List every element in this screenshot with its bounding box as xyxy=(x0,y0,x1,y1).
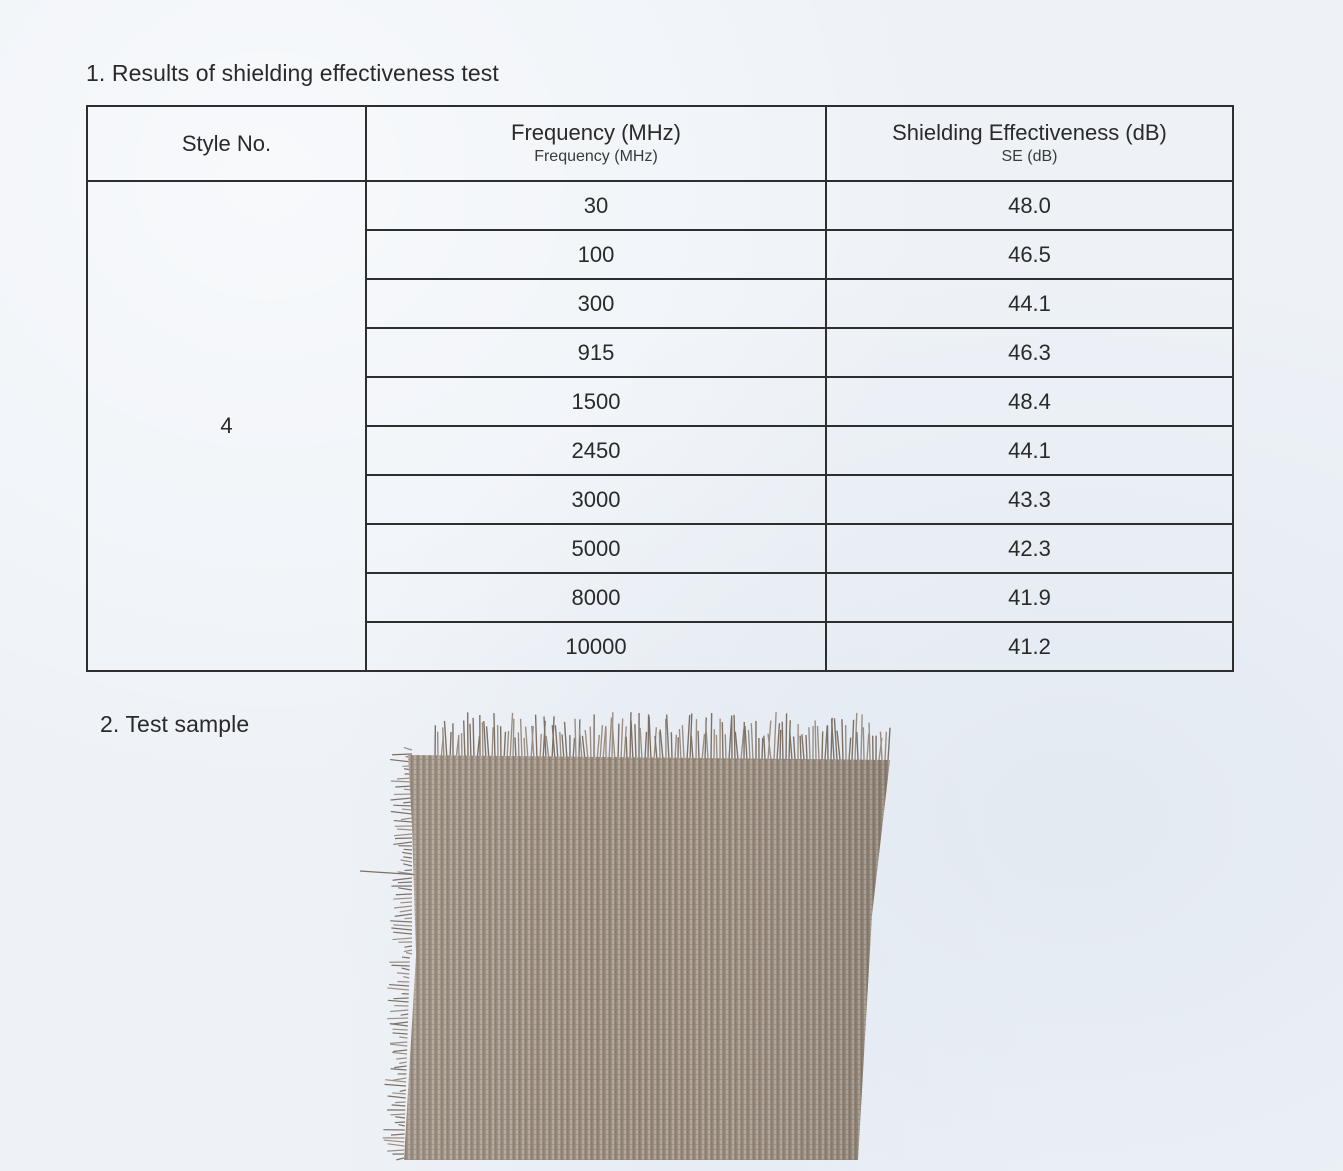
fabric-sample-drawing xyxy=(360,705,900,1171)
frequency-cell: 30 xyxy=(366,181,826,230)
fringe-thread xyxy=(751,723,753,760)
fringe-thread xyxy=(393,1050,407,1051)
fringe-thread xyxy=(600,725,602,760)
frequency-cell: 100 xyxy=(366,230,826,279)
frequency-cell: 915 xyxy=(366,328,826,377)
fringe-thread xyxy=(722,722,723,760)
fringe-thread xyxy=(682,725,684,760)
fringe-thread xyxy=(852,720,854,760)
fringe-thread xyxy=(400,902,412,903)
fringe-thread xyxy=(573,738,575,760)
fringe-thread xyxy=(401,860,412,862)
fringe-thread xyxy=(649,716,651,760)
fringe-thread xyxy=(390,1024,408,1026)
header-se-label: Shielding Effectiveness (dB) xyxy=(892,120,1167,145)
fringe-thread xyxy=(494,713,495,760)
fringe-thread xyxy=(487,726,489,760)
fringe-thread xyxy=(400,1090,406,1091)
stray-thread xyxy=(360,871,420,875)
fringe-thread xyxy=(702,734,705,760)
fringe-thread xyxy=(398,882,412,883)
fringe-thread xyxy=(863,727,864,760)
fringe-thread xyxy=(631,720,633,760)
fringe-thread xyxy=(888,728,890,760)
fringe-thread xyxy=(513,719,514,760)
fringe-thread xyxy=(394,1066,406,1068)
fringe-thread xyxy=(582,736,585,760)
fringe-thread xyxy=(393,878,412,880)
fringe-thread xyxy=(764,736,765,760)
fringe-thread xyxy=(822,731,823,760)
frequency-cell: 1500 xyxy=(366,377,826,426)
fringe-thread xyxy=(648,714,649,760)
fringe-thread xyxy=(388,1096,406,1098)
fringe-thread xyxy=(687,715,690,760)
fringe-thread xyxy=(396,1158,404,1160)
table-row xyxy=(87,181,1233,230)
fringe-thread xyxy=(861,714,862,760)
fringe-thread xyxy=(786,713,787,760)
fringe-thread xyxy=(536,715,537,760)
frequency-cell: 10000 xyxy=(366,622,826,671)
fringe-thread xyxy=(635,724,636,760)
fringe-thread xyxy=(396,1058,407,1059)
fringe-thread xyxy=(818,726,819,760)
fringe-thread xyxy=(398,888,412,890)
se-cell: 44.1 xyxy=(826,426,1233,475)
fringe-thread xyxy=(390,921,412,922)
header-style-no xyxy=(87,106,366,181)
fringe-thread xyxy=(597,735,599,760)
fringe-thread xyxy=(794,737,795,760)
fringe-thread xyxy=(464,721,465,760)
fringe-thread xyxy=(716,735,717,760)
fringe-thread xyxy=(392,938,412,940)
fringe-thread xyxy=(402,852,412,854)
fringe-thread xyxy=(618,724,619,760)
fringe-thread xyxy=(404,918,412,919)
fringe-thread xyxy=(401,1014,409,1015)
fringe-thread xyxy=(391,798,412,800)
fringe-thread xyxy=(391,965,409,966)
fringe-thread xyxy=(394,821,412,822)
fringe-thread xyxy=(510,713,513,760)
se-cell: 48.4 xyxy=(826,377,1233,426)
fringe-thread xyxy=(393,842,412,844)
fringe-thread xyxy=(734,715,735,760)
fringe-thread xyxy=(645,732,646,760)
fringe-thread xyxy=(392,754,412,755)
fringe-thread xyxy=(540,734,541,760)
fringe-thread xyxy=(387,1150,404,1151)
fringe-thread xyxy=(555,725,558,760)
fringe-thread xyxy=(777,723,779,760)
fringe-thread xyxy=(867,734,869,760)
section-title-results: 1. Results of shielding effectiveness test xyxy=(86,60,499,86)
fringe-thread xyxy=(834,718,837,760)
se-cell: 48.0 xyxy=(826,181,1233,230)
fringe-thread xyxy=(397,973,409,974)
fringe-thread xyxy=(885,732,886,760)
se-cell: 41.9 xyxy=(826,573,1233,622)
fringe-thread xyxy=(402,957,410,958)
fringe-thread xyxy=(393,932,412,934)
fringe-thread xyxy=(565,722,567,760)
fringe-thread xyxy=(546,736,549,760)
fringe-thread xyxy=(395,914,412,916)
fringe-thread xyxy=(392,1105,406,1106)
fringe-thread xyxy=(393,1078,407,1080)
fringe-thread xyxy=(393,1033,408,1034)
fringe-thread xyxy=(399,1062,407,1063)
fringe-thread xyxy=(384,1140,405,1142)
fringe-thread xyxy=(401,818,412,820)
se-cell: 46.5 xyxy=(826,230,1233,279)
fringe-thread xyxy=(691,736,693,760)
fringe-thread xyxy=(526,727,528,760)
fringe-thread xyxy=(518,732,519,760)
fringe-thread xyxy=(621,718,623,760)
fringe-thread xyxy=(404,950,412,952)
fringe-thread xyxy=(397,829,412,830)
fringe-thread xyxy=(392,1093,406,1094)
frequency-cell: 300 xyxy=(366,279,826,328)
fringe-thread xyxy=(391,1134,405,1135)
se-cell: 46.3 xyxy=(826,328,1233,377)
fringe-thread xyxy=(590,727,591,760)
fringe-thread xyxy=(748,730,750,760)
fringe-thread xyxy=(735,732,738,760)
fringe-thread xyxy=(800,736,801,760)
fringe-thread xyxy=(391,812,412,814)
fringe-thread xyxy=(837,731,840,760)
fringe-thread xyxy=(402,968,410,970)
fringe-thread xyxy=(482,722,483,760)
fringe-thread xyxy=(443,727,444,760)
fringe-thread xyxy=(675,735,676,760)
fringe-thread xyxy=(762,738,763,760)
fringe-thread xyxy=(473,718,474,760)
fringe-thread xyxy=(390,1010,408,1011)
fabric-sample-image xyxy=(360,705,900,1171)
fringe-thread xyxy=(395,1117,405,1118)
fringe-thread xyxy=(392,1052,407,1054)
fringe-thread xyxy=(390,1044,407,1046)
frequency-cell: 5000 xyxy=(366,524,826,573)
fringe-thread xyxy=(392,1029,407,1030)
fringe-thread xyxy=(390,1042,407,1043)
fringe-thread xyxy=(396,894,412,895)
fringe-thread xyxy=(630,712,631,760)
fringe-thread xyxy=(507,731,509,760)
fringe-thread xyxy=(780,730,781,760)
fringe-thread xyxy=(394,906,412,908)
fringe-thread xyxy=(404,946,412,947)
fringe-thread xyxy=(575,719,576,760)
fringe-thread xyxy=(626,737,627,760)
fringe-thread xyxy=(745,726,747,760)
fringe-thread xyxy=(815,721,816,760)
se-cell: 44.1 xyxy=(826,279,1233,328)
fringe-thread xyxy=(562,734,564,760)
fringe-thread xyxy=(484,721,486,760)
frequency-cell: 8000 xyxy=(366,573,826,622)
header-frequency-label: Frequency (MHz) xyxy=(511,120,681,145)
fringe-thread xyxy=(802,734,804,760)
fringe-thread xyxy=(470,724,471,760)
header-frequency-sublabel: Frequency (MHz) xyxy=(534,148,658,165)
table-header-row xyxy=(87,106,1233,181)
fringe-thread xyxy=(667,715,669,760)
fringe-thread xyxy=(609,718,611,760)
fringe-thread xyxy=(806,735,807,760)
fringe-thread xyxy=(391,781,412,782)
fringe-thread xyxy=(384,1084,406,1086)
fringe-thread xyxy=(406,953,412,954)
fringe-thread xyxy=(869,723,870,760)
fringe-thread xyxy=(391,1069,407,1070)
se-cell: 42.3 xyxy=(826,524,1233,573)
frequency-cell: 3000 xyxy=(366,475,826,524)
fringe-thread xyxy=(671,732,672,760)
fringe-thread xyxy=(504,732,505,760)
header-frequency xyxy=(366,106,826,181)
fringe-thread xyxy=(809,727,810,760)
fringe-thread xyxy=(388,1000,409,1002)
fringe-thread xyxy=(393,805,412,806)
fringe-thread xyxy=(585,730,588,760)
fringe-thread xyxy=(404,849,412,850)
fringe-thread xyxy=(402,809,412,810)
fringe-thread xyxy=(696,719,697,760)
fringe-thread xyxy=(711,713,712,760)
fringe-thread xyxy=(880,732,882,760)
fringe-thread xyxy=(679,729,681,760)
fringe-thread xyxy=(400,910,412,912)
fringe-thread xyxy=(521,719,522,760)
section-title-test-sample: 2. Test sample xyxy=(100,711,250,737)
fringe-thread xyxy=(387,1144,404,1146)
fringe-thread xyxy=(403,857,412,858)
fringe-thread xyxy=(560,732,561,760)
fringe-thread xyxy=(825,726,827,760)
fringe-thread xyxy=(387,988,409,990)
fringe-thread xyxy=(403,802,412,803)
style-no-cell: 4 xyxy=(87,181,366,671)
fringe-thread xyxy=(399,1037,407,1038)
fringe-thread xyxy=(698,731,699,760)
results-table xyxy=(86,105,1234,672)
fringe-thread xyxy=(398,1125,404,1126)
fringe-thread xyxy=(394,834,412,836)
fringe-thread xyxy=(389,985,409,986)
fringe-thread xyxy=(403,864,412,866)
header-style-label: Style No. xyxy=(181,130,272,156)
fringe-thread xyxy=(393,998,408,999)
fringe-thread xyxy=(492,727,493,760)
fringe-thread xyxy=(404,748,412,750)
header-se-sublabel: SE (dB) xyxy=(1001,148,1058,165)
fringe-thread xyxy=(444,721,447,760)
fringe-thread xyxy=(393,925,412,926)
fringe-thread xyxy=(640,728,642,760)
fringe-thread xyxy=(391,928,412,930)
se-cell: 41.2 xyxy=(826,622,1233,671)
fringe-thread xyxy=(403,977,409,978)
fringe-thread xyxy=(395,1102,406,1103)
fringe-thread xyxy=(395,1122,405,1123)
fringe-thread xyxy=(387,1018,408,1019)
fringe-thread xyxy=(842,719,843,760)
fringe-thread xyxy=(391,1114,406,1115)
frequency-cell: 2450 xyxy=(366,426,826,475)
header-shielding-effectiveness xyxy=(826,106,1233,181)
se-cell: 43.3 xyxy=(826,475,1233,524)
fringe-thread xyxy=(395,786,412,787)
fringe-thread xyxy=(659,731,660,760)
fringe-thread xyxy=(725,734,726,760)
fringe-thread xyxy=(393,898,412,899)
fringe-thread xyxy=(782,722,783,760)
fringe-thread xyxy=(857,732,858,760)
fringe-thread xyxy=(774,712,776,760)
fringe-thread xyxy=(849,738,851,760)
